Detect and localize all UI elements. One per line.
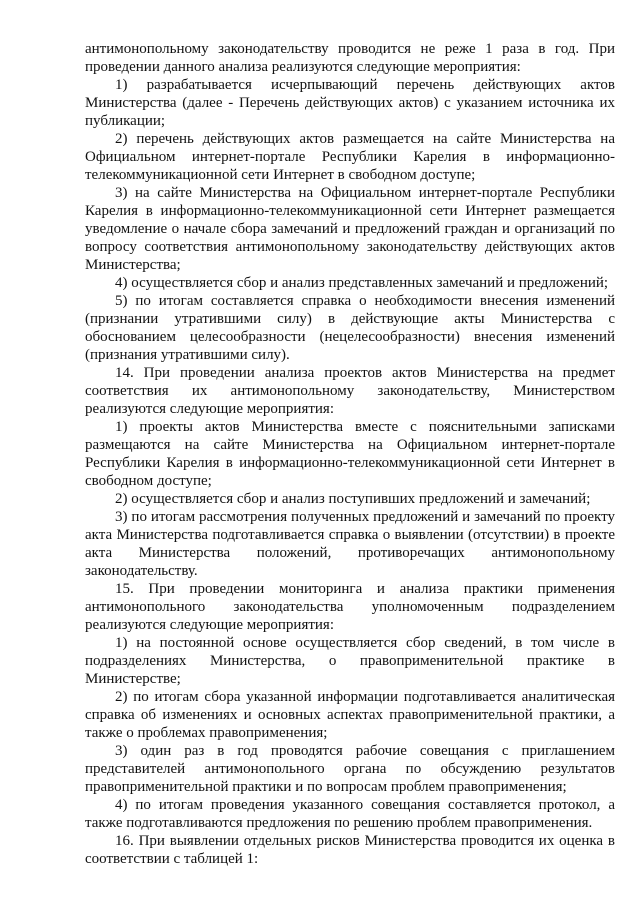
paragraph-section-14: 14. При проведении анализа проектов актов Министерства на предмет соответствия их антимонопольному законодательству, Министерством реализуются следующие мероприятия:: [85, 365, 615, 417]
paragraph-continuation: антимонопольному законодательству проводится не реже 1 раза в год. При проведении данного анализа реализуются следующие мероприятия:: [85, 41, 615, 75]
paragraph-item-15-3: 3) один раз в год проводятся рабочие совещания с приглашением представителей антимонопольного органа по обсуждению результатов правоприменительной практики и по вопросам проблем правоприменения;: [85, 743, 615, 795]
paragraph-item-14-3: 3) по итогам рассмотрения полученных предложений и замечаний по проекту акта Министерства подготавливается справка о выявлении (отсутствии) в проекте акта Министерства положений, противоречащих антимонопольному законодательству.: [85, 509, 615, 579]
document-page: [85, 40, 615, 868]
paragraph-item-15-2: 2) по итогам сбора указанной информации подготавливается аналитическая справка об изменениях и основных аспектах правоприменительной практики, а также о проблемах правоприменения;: [85, 689, 615, 741]
paragraph-item-13-1: 1) разрабатывается исчерпывающий перечень действующих актов Министерства (далее - Перечень действующих актов) с указанием источника их публикации;: [85, 77, 615, 129]
paragraph-item-15-1: 1) на постоянной основе осуществляется сбор сведений, в том числе в подразделениях Министерства, о правоприменительной практике в Министерстве;: [85, 635, 615, 687]
paragraph-item-15-4: 4) по итогам проведения указанного совещания составляется протокол, а также подготавливаются предложения по решению проблем правоприменения.: [85, 797, 615, 831]
paragraph-section-15: 15. При проведении мониторинга и анализа практики применения антимонопольного законодательства уполномоченным подразделением реализуются следующие мероприятия:: [85, 581, 615, 633]
paragraph-item-13-3: 3) на сайте Министерства на Официальном интернет-портале Республики Карелия в информационно-телекоммуникационной сети Интернет размещается уведомление о начале сбора замечаний и предложений граждан и организаций по вопросу соответствия антимонопольному законодательству действующих актов Министерства;: [85, 185, 615, 273]
paragraph-item-14-1: 1) проекты актов Министерства вместе с пояснительными записками размещаются на сайте Министерства на Официальном интернет-портале Республики Карелия в информационно-телекоммуникационной сети Интернет в свободном доступе;: [85, 419, 615, 489]
paragraph-item-14-2: 2) осуществляется сбор и анализ поступивших предложений и замечаний;: [115, 491, 591, 507]
paragraph-item-13-2: 2) перечень действующих актов размещается на сайте Министерства на Официальном интернет-портале Республики Карелия в информационно-телекоммуникационной сети Интернет в свободном доступе;: [85, 131, 615, 183]
paragraph-item-13-4: 4) осуществляется сбор и анализ представленных замечаний и предложений;: [115, 275, 609, 291]
paragraph-item-13-5: 5) по итогам составляется справка о необходимости внесения изменений (признании утратившими силу) в действующие акты Министерства с обоснованием целесообразности (нецелесообразности) внесения изменений (признания утратившими силу).: [85, 293, 615, 363]
paragraph-section-16: 16. При выявлении отдельных рисков Министерства проводится их оценка в соответствии с таблицей 1:: [85, 833, 615, 867]
